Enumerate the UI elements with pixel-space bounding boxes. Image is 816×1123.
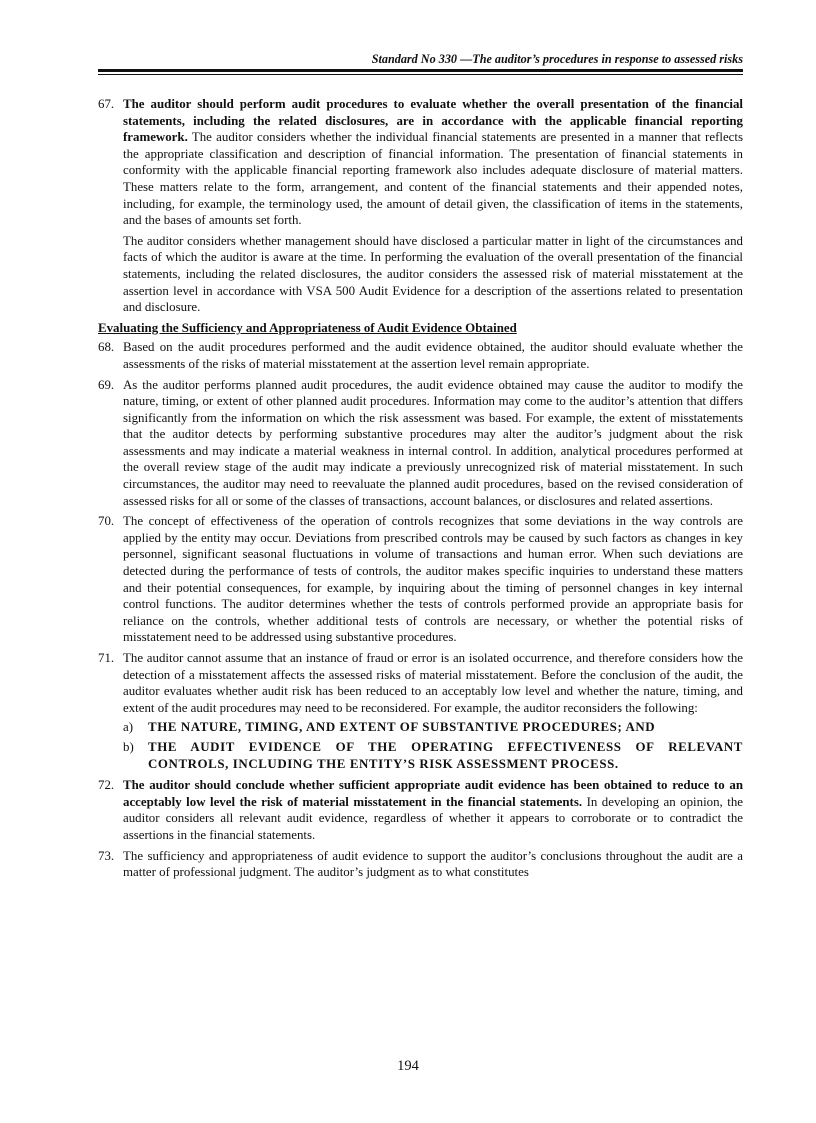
paragraph-lead-bold: The auditor should conclude whether sufficient appropriate audit evidence has been obtained to reduce to an acceptably low level the risk of material misstatement in the financial statements. (123, 778, 743, 809)
paragraph-text: In developing an opinion, the auditor considers all relevant audit evidence, regardless of whether it appears to corroborate or to contradict the assertions in the financial statements. (123, 794, 743, 842)
paragraph-number: 67. (98, 97, 115, 111)
paragraph-number: 73. (98, 848, 115, 863)
list-item-text: THE AUDIT EVIDENCE OF THE OPERATING EFFECTIVENESS OF RELEVANT CONTROLS, INCLUDING THE ENTITY’S RISK ASSESSMENT PROCESS. (148, 739, 743, 771)
list-item-text: THE NATURE, TIMING, AND EXTENT OF SUBSTANTIVE PROCEDURES; AND (148, 720, 656, 735)
paragraph-68 (98, 339, 743, 372)
paragraph-67 (98, 96, 743, 229)
paragraph-text: The sufficiency and appropriateness of audit evidence to support the auditor’s conclusions throughout the audit are a matter of professional judgment. The auditor’s judgment as to what constitutes (123, 848, 743, 880)
list-letter: b) (123, 739, 134, 754)
running-header: Standard No 330 —The auditor’s procedures in response to assessed risks (371, 52, 743, 66)
page-number: 194 (397, 1058, 419, 1074)
paragraph-67-continued: The auditor considers whether management should have disclosed a particular matter in light of the circumstances and facts of which the auditor is aware at the time. In performing the evaluation of the overall presentation of the financial statements, including the related disclosures, the auditor considers the assessed risk of material misstatement at the assertion level in accordance with VSA 500 Audit Evidence for a description of the assertions related to presentation and disclosure. (123, 233, 743, 315)
paragraph-number: 68. (98, 340, 115, 355)
list-item-b (98, 739, 743, 772)
paragraph-number: 70. (98, 514, 115, 529)
paragraph-text: The concept of effectiveness of the operation of controls recognizes that some deviations in the way controls are applied by the entity may occur. Deviations from prescribed controls may be caused by such factors as changes in key personnel, significant seasonal fluctuations in volume of transactions and human error. When such deviations are detected during the performance of tests of controls, the auditor makes specific inquiries to understand these matters and their potential consequences, for example, by inquiring about the timing of personnel changes in key internal control functions. The auditor determines whether the tests of controls performed provide an appropriate basis for reliance on the controls, whether additional tests of controls are necessary, or whether the potential risks of misstatement need to be addressed using substantive procedures. (123, 514, 743, 645)
paragraph-text: The auditor cannot assume that an instance of fraud or error is an isolated occurrence, and therefore considers how the detection of a misstatement affects the assessed risks of material misstatement. Before the conclusion of the audit, the auditor evaluates whether audit risk has been reduced to an acceptably low level and whether the nature, timing, and extent of the audit procedures may need to be reconsidered. For example, the auditor reconsiders the following: (123, 651, 743, 715)
paragraph-69 (98, 377, 743, 510)
list-letter: a) (123, 720, 134, 735)
paragraph-73 (98, 848, 743, 881)
paragraph-text: As the auditor performs planned audit procedures, the audit evidence obtained may cause the auditor to modify the nature, timing, or extent of other planned audit procedures. Information may come to the auditor’s attention that differs significantly from the information on which the risk assessment was based. For example, the extent of misstatements that the auditor detects by performing substantive procedures may alter the auditor’s judgment about the risk assessments and may indicate a material weakness in internal control. In addition, analytical procedures performed at the overall review stage of the audit may indicate a previously unrecognized risk of material misstatement. In such circumstances, the auditor may need to reevaluate the planned audit procedures, based on the revised consideration of assessed risks for all or some of the classes of transactions, account balances, or disclosures and related assertions. (123, 377, 743, 508)
paragraph-70 (98, 513, 743, 646)
header-rule-thin (98, 74, 743, 75)
paragraph-number: 69. (98, 377, 115, 392)
paragraph-72 (98, 777, 743, 843)
page-body (98, 96, 743, 885)
header-rule-thick (98, 69, 743, 72)
paragraph-lead-bold: The auditor should perform audit procedures to evaluate whether the overall presentation of the financial statements, including the related disclosures, are in accordance with the applicable financial reporting framework. (123, 97, 743, 145)
paragraph-71 (98, 650, 743, 716)
section-heading: Evaluating the Sufficiency and Appropriateness of Audit Evidence Obtained (98, 320, 517, 335)
paragraph-number: 71. (98, 651, 115, 665)
paragraph-text: The auditor considers whether the individual financial statements are presented in a manner that reflects the appropriate classification and description of financial information. The presentation of financial statements in conformity with the applicable financial reporting framework also includes adequate disclosure of material matters. These matters relate to the form, arrangement, and content of the financial statements and their appended notes, including, for example, the terminology used, the amount of detail given, the classification of items in the statements, and the bases of amounts set forth. (123, 130, 743, 228)
paragraph-text: Based on the audit procedures performed and the audit evidence obtained, the auditor should evaluate whether the assessments of the risks of material misstatement at the assertion level remain appropriate. (123, 340, 743, 371)
paragraph-number: 72. (98, 778, 115, 793)
list-item-a (98, 719, 743, 736)
